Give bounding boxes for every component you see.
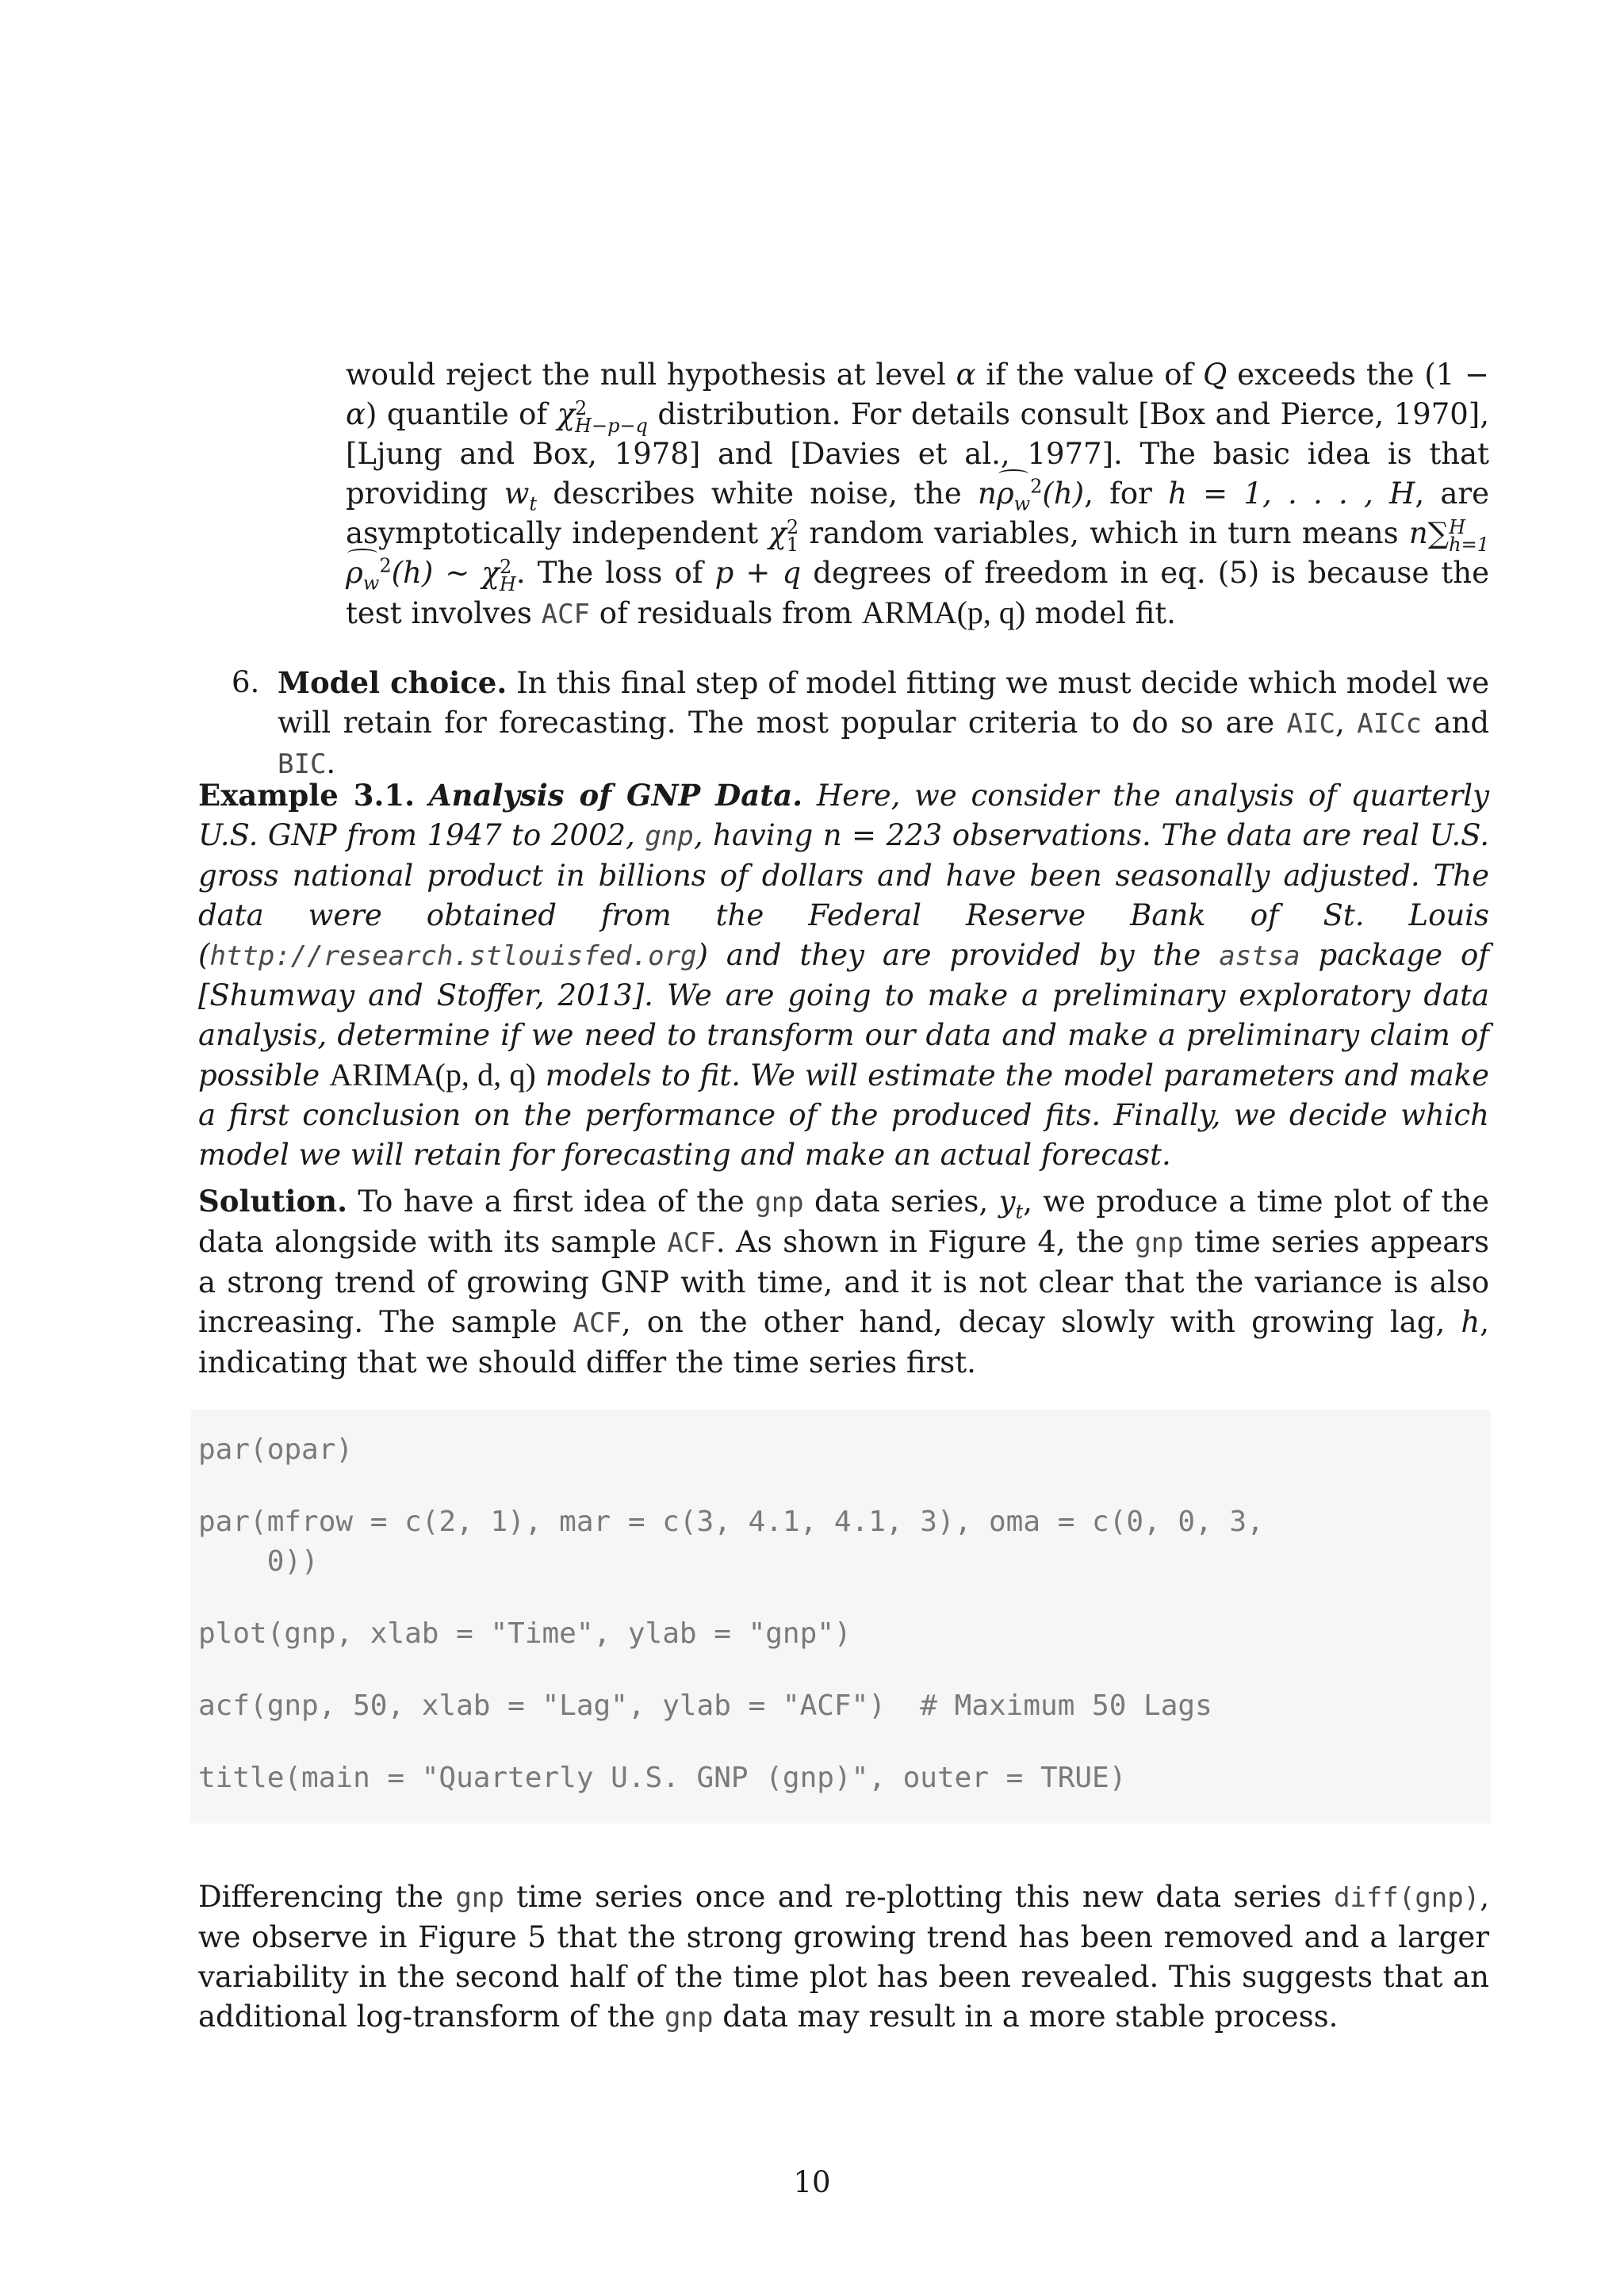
code-line: par(mfrow = c(2, 1), mar = c(3, 4.1, 4.1, 3), oma = c(0, 0, 3,: [198, 1506, 1264, 1538]
code-line: acf(gnp, 50, xlab = "Lag", ylab = "ACF") # Maximum 50 Lags: [198, 1689, 1212, 1722]
chi-square-symbol: χ: [557, 397, 576, 431]
alpha-symbol: α: [956, 358, 976, 392]
code-block: [190, 1410, 1491, 1823]
example-title: Analysis of GNP Data.: [428, 778, 803, 813]
page-number: 10: [793, 2165, 831, 2199]
example-label: Example 3.1.: [198, 778, 415, 813]
item-heading: Model choice.: [278, 665, 508, 700]
code-line: par(opar): [198, 1433, 354, 1466]
sum-symbol: ∑: [1427, 516, 1450, 550]
example-paragraph: Example 3.1. Analysis of GNP Data. Here, we consider the analysis of quarterly U.S. GNP from 1947 to 2002, gnp, having n = 223 observations. The data are real U.S. gross national product in billions of dollars and have been seasonally adjusted. The data were obtained from the Federal Reserve Bank of St. Louis (http://research.stlouisfed.org) and they are provided by the astsa package of [Shumway and Stoffer, 2013]. We are going to make a preliminary exploratory data analysis, determine if we need to transform our data and make a preliminary claim of possible ARIMA(p, d, q) models to fit. We will estimate the model parameters and make a first conclusion on the performance of the produced fits. Finally, we decide which model we will retain for forecasting and make an actual forecast.: [198, 778, 1490, 1172]
solution-paragraph: Solution. To have a first idea of the gnp data series, $y_t$, we produce a time plot of the data alongside with its sample ACF. As shown in Figure 4, the gnp time series appears a strong trend of growing GNP with time, and it is not clear that the variance is also increasing. The sample ACF, on the other hand, decay slowly with growing lag, h, indicating that we should differ the time series first.: [198, 1184, 1489, 1380]
rho-hat-symbol: $\rho_w$: [997, 474, 1030, 514]
url-text: http://research.stlouisfed.org: [209, 940, 697, 972]
q-symbol: Q: [1203, 358, 1228, 392]
list-item-number: 6.: [232, 665, 260, 699]
solution-label: Solution.: [198, 1184, 347, 1219]
code-line: title(main = "Quarterly U.S. GNP (gnp)", outer = TRUE): [198, 1762, 1127, 1794]
list-item-model-choice: Model choice. In this final step of model fitting we must decide which model we will retain for forecasting. The most popular criteria to do so are AIC, AICc and BIC.: [278, 665, 1490, 780]
code-line: plot(gnp, xlab = "Time", ylab = "gnp"): [198, 1617, 852, 1650]
intro-paragraph: would reject the null hypothesis at level α if the value of Q exceeds the (1 − α) quantile of χ 2 H−p−q distribution. For details consult [Box and Pierce, 1970], [Ljung and Box, 1978] and [Davies et al., 1977]. The basic idea is that providing $w_t$ describes white noise, the $n\rho_w^2(h)$, for h = 1, . . . , H, are asymptotically independent χ 2 1 random variables, which in turn means n∑ H h=1 $\rho_w^2(h)$ ∼ χ 2 H . The loss of p + q degrees of freedom in eq. (5) is because the test involves ACF of residuals from ARMA(p, q) model fit.: [346, 358, 1490, 630]
code-line: 0)): [198, 1545, 319, 1578]
differencing-paragraph: Differencing the gnp time series once and re-plotting this new data series diff(gnp), we observe in Figure 5 that the strong growing trend has been removed and a larger variability in the second half of the time plot has been revealed. This suggests that an additional log-transform of the gnp data may result in a more stable process.: [198, 1880, 1489, 2034]
